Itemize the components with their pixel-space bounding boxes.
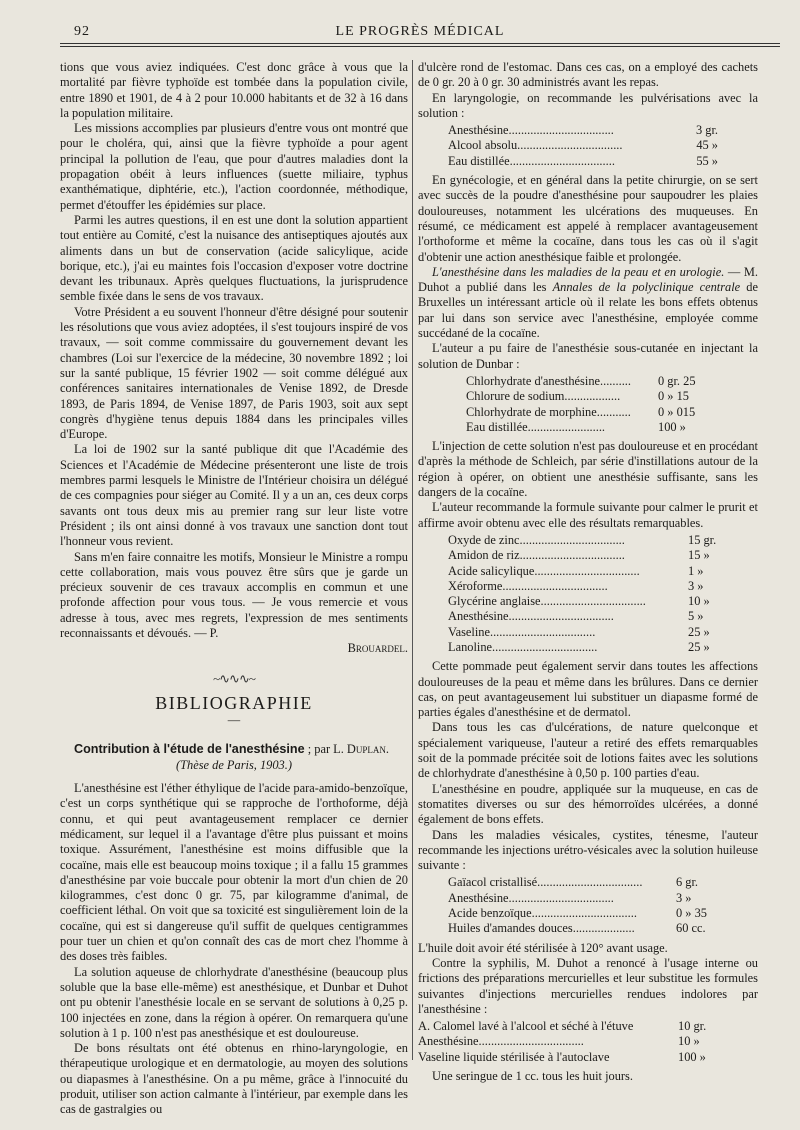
these-text: (Thèse de Paris, 1903.) xyxy=(176,757,292,772)
formula-table-vesical xyxy=(418,875,758,936)
contribution-source xyxy=(60,758,408,773)
quantity: 10 gr. xyxy=(678,1019,707,1034)
paragraph: Dans tous les cas d'ulcérations, de nature quelconque et spécialement variqueuse, l'auteur a retiré des effets remarquables soit de la pommade précitée soit de lotions faites avec les solutions de chlorhydrate d'anesthésine à 0,50 p. 100 parties d'eau. xyxy=(418,720,758,781)
journal-title: LE PROGRÈS MÉDICAL xyxy=(335,24,505,39)
formula-row xyxy=(418,405,758,420)
quantity: 0 gr. 25 xyxy=(658,373,696,388)
ingredient: Gaïacol cristallisé.................................. xyxy=(448,875,643,890)
ingredient: Xéroforme.................................. xyxy=(448,578,608,593)
quantity: 3 gr. xyxy=(695,123,718,138)
formula-row xyxy=(418,564,758,579)
paragraph: En laryngologie, on recommande les pulvérisations avec la solution : xyxy=(418,90,758,120)
formula-row xyxy=(418,1050,758,1065)
paragraph: Contre la syphilis, M. Duhot a renoncé à l'usage interne ou frictions des préparations mercurielles et leur substitue les formules suivantes d'injections mercurielles rendues indolores par l'anesthésine : xyxy=(418,955,758,1016)
paragraph: Une seringue de 1 cc. tous les huit jours. xyxy=(432,1069,633,1083)
ingredient: Eau distillée.................................. xyxy=(448,153,615,168)
ingredient: Acide benzoïque.................................. xyxy=(448,906,637,921)
paragraph xyxy=(418,265,758,341)
formula-row xyxy=(418,138,758,153)
formula-row xyxy=(418,1019,758,1034)
paragraph: L'auteur a pu faire de l'anesthésie sous-cutanée en injectant la solution de Dunbar : xyxy=(418,341,758,371)
quantity: 0 » 015 xyxy=(658,404,696,419)
ingredient: Acide salicylique.................................. xyxy=(448,563,640,578)
formula-row xyxy=(418,389,758,404)
formula-row xyxy=(418,906,758,921)
ingredient: Anesthésine.................................. xyxy=(448,123,614,138)
quantity: 3 » xyxy=(688,578,704,593)
paragraph: Votre Président a eu souvent l'honneur d'être désigné pour soutenir les résolutions que vous aviez adoptées, il s'est toujours inspiré de vos travaux, — soit comme commissaire du gouvernement devant les chambres (Loi sur l'exercice de la médecine, 30 novembre 1892 ; loi sur la santé publique, 15 février 1902 — soit comme délégué aux conférences sanitaires internationales de Venise 1892, de Dresde 1893, de Paris 1894, de Venise 1897, de Paris 1903, soit aux sept congrès d'hygiène tenus depuis 1884 dans les principales villes d'Europe. xyxy=(60,304,408,442)
section-title: BIBLIOGRAPHIE xyxy=(155,692,313,713)
formula-table-syphilis xyxy=(418,1019,758,1065)
paragraph: tions que vous aviez indiquées. C'est donc grâce à vous que la mortalité par fièvre typhoïde est tombée dans la population civile, entre 1890 et 1901, de 4 à 2 pour 10.000 habitants et de 32 à 16 dans la population militaire. xyxy=(60,60,408,120)
quantity: 0 » 35 xyxy=(676,906,707,921)
paragraph: L'injection de cette solution n'est pas douloureuse et en procédant d'après la méthode de Schleich, par série d'instillations autour de la région à opérer, on obtient une anesthésie suffisante, sans les dangers de la cocaïne. xyxy=(418,439,758,500)
formula-row xyxy=(418,609,758,624)
ingredient: Anesthésine.................................. xyxy=(418,1034,584,1049)
contribution-author: L. Duplan. xyxy=(333,742,389,757)
paragraph: L'huile doit avoir été stérilisée à 120° avant usage. xyxy=(418,940,668,955)
formula-row xyxy=(418,154,758,169)
left-column xyxy=(60,60,408,1118)
ingredient: Lanoline.................................. xyxy=(448,639,598,654)
paragraph: De bons résultats ont été obtenus en rhino-laryngologie, en thérapeutique urologique et en dermatologie, au moyen des solutions ou diapasmes à l'anesthésine. On a pu même, grâce à l'innocuité du produit, utiliser son action calmante à l'intérieur, par exemple dans les cas de gastralgies ou xyxy=(60,1041,408,1117)
text-run: — M. Duhot a publié dans les xyxy=(418,264,758,295)
formula-table-prurit xyxy=(418,533,758,655)
paragraph: Cette pommade peut également servir dans toutes les affections douloureuses de la peau et même dans les brûlures. Dans ce dernier cas, on peut avantageusement lui substituer un diapasme formé de parties égales d'anesthésine et de dermatol. xyxy=(418,659,758,720)
right-column xyxy=(418,60,758,1084)
formula-row xyxy=(418,921,758,936)
quantity: 60 cc. xyxy=(676,921,706,936)
quantity: 10 » xyxy=(688,594,710,609)
ingredient: Anesthésine.................................. xyxy=(448,609,614,624)
contribution-by: ; par xyxy=(304,742,334,757)
formula-row xyxy=(418,640,758,655)
column-separator xyxy=(412,60,413,1060)
paragraph: La solution aqueuse de chlorhydrate d'anesthésine (beaucoup plus soluble que la base elle-même) est anesthésique, et Dunbar et Duhot ont pu obtenir l'anesthésie locale en se servant de solutions à 0,25 p. 100 injectées en zone, dans la région à opérer. On remarquera qu'une solution à 1 p. 100 n'est pas anesthésique et est douloureuse. xyxy=(60,964,408,1040)
paragraph: Sans m'en faire connaitre les motifs, Monsieur le Ministre a rompu cette collaboration, mais vous pouvez être sûrs que je garde un précieux souvenir de ces travaux accomplis en commun et une profonde affection pour vous tous. — Je vous remercie et vous adresse à tous, avec mes regrets, l'expression de mes sentiments reconnaissants et dévoués. — P. xyxy=(60,549,408,640)
ingredient: Huiles d'amandes douces.................... xyxy=(448,921,635,936)
formula-row xyxy=(418,123,758,138)
ingredient: Anesthésine.................................. xyxy=(448,890,614,905)
signature xyxy=(60,641,408,656)
quantity: 3 » xyxy=(676,890,692,905)
ingredient: Chlorhydrate de morphine........... xyxy=(466,404,631,419)
formula-row xyxy=(418,374,758,389)
contribution-heading xyxy=(60,742,408,757)
formula-row xyxy=(418,891,758,906)
ingredient: Vaseline.................................. xyxy=(448,624,596,639)
quantity: 45 » xyxy=(696,138,718,153)
ingredient: Chlorure de sodium.................. xyxy=(466,389,621,404)
quantity: 0 » 15 xyxy=(658,389,689,404)
paragraph: En gynécologie, et en général dans la petite chirurgie, on se sert avec succès de la poudre d'anesthésine pour saupoudrer les plaies douloureuses, notamment les ulcérations des muqueuses. En résumé, ce médicament est appelé à remplacer avantageusement l'orthoforme et même la cocaïne, dans tous les cas où il s'agit d'obtenir une action anesthésique faible et prolongée. xyxy=(418,173,758,264)
contribution-title: Contribution à l'étude de l'anesthésine xyxy=(74,742,305,757)
formula-row xyxy=(418,533,758,548)
section-dash: — xyxy=(227,713,241,728)
paragraph: Les missions accomplies par plusieurs d'entre vous ont montré que pour le choléra, qui, ainsi que la fièvre typhoïde a pour agent principal la pollution de l'eau, que pour d'autres maladies dont la propagation obéit à leurs influences (suette miliaire, typhus exanthématique, diphtérie, etc.), l'action coordonnée, méthodique, permet d'étouffer les épidémies sur place. xyxy=(60,121,408,212)
quantity: 6 gr. xyxy=(676,875,699,890)
quantity: 10 » xyxy=(678,1034,700,1049)
formula-table-laryngology xyxy=(418,123,758,169)
ornament-divider: ~∿∿∿~ xyxy=(213,670,255,686)
formula-row xyxy=(418,420,758,435)
quantity: 1 » xyxy=(688,563,704,578)
italic-run: Annales de la polyclinique centrale xyxy=(552,280,741,295)
quantity: 15 » xyxy=(688,548,710,563)
page-header xyxy=(60,24,780,44)
ingredient: Glycérine anglaise.................................. xyxy=(448,594,646,609)
paragraph: L'auteur recommande la formule suivante pour calmer le prurit et affirme avoir obtenu avec elle des résultats remarquables. xyxy=(418,500,758,530)
quantity: 25 » xyxy=(688,639,710,654)
ingredient: Vaseline liquide stérilisée à l'autoclave xyxy=(418,1049,610,1064)
ingredient: A. Calomel lavé à l'alcool et séché à l'étuve xyxy=(418,1019,634,1034)
paragraph: L'anesthésine en poudre, appliquée sur la muqueuse, en cas de stomatites diverses ou sur des hémorroïdes ulcérées, a donné également de bons effets. xyxy=(418,781,758,827)
formula-table-dunbar xyxy=(418,374,758,435)
quantity: 15 gr. xyxy=(688,532,717,547)
formula-row xyxy=(418,548,758,563)
ingredient: Amidon de riz.................................. xyxy=(448,548,625,563)
formula-row xyxy=(418,579,758,594)
formula-row xyxy=(418,594,758,609)
paragraph: La loi de 1902 sur la santé publique dit que l'Académie des Sciences et l'Académie de Médecine présenteront une liste de trois membres parmi lesquels le Ministre de l'Intérieur choisira un délégué de ces compagnies pour siéger au Comité. Il y a un an, ces deux corps savants ont tous deux mis au premier rang sur leur liste votre Président ; ils ont ainsi donné à vos travaux une sanction dont tout l'honneur vous revient. xyxy=(60,442,408,549)
quantity: 100 » xyxy=(678,1049,706,1064)
paragraph: Parmi les autres questions, il en est une dont la solution appartient tout entière au Comité, c'est la nuisance des antiseptiques ajoutés aux aliments dans un but de conservation (acide salicylique, acide borique, etc.), j'ai eu maintes fois l'occasion d'exposer votre doctrine devant les tribunaux. Après quelques fluctuations, la jurisprudence semble fixée dans le sens de vos travaux. xyxy=(60,212,408,304)
quantity: 100 » xyxy=(658,419,686,434)
page-number: 92 xyxy=(74,24,90,39)
paragraph: Dans les maladies vésicales, cystites, ténesme, l'auteur recommande les injections urétro-vésicales avec la solution huileuse suivante : xyxy=(418,827,758,873)
ingredient: Chlorhydrate d'anesthésine.......... xyxy=(466,373,631,388)
header-rule xyxy=(60,43,780,47)
ingredient: Alcool absolu.................................. xyxy=(448,138,623,153)
formula-row xyxy=(418,1034,758,1049)
ingredient: Oxyde de zinc.................................. xyxy=(448,532,625,547)
formula-row xyxy=(418,875,758,890)
quantity: 55 » xyxy=(696,153,718,168)
ingredient: Eau distillée......................... xyxy=(466,419,606,434)
text-run: de Bruxelles un intéressant article où il relate les bons effets obtenus par lui dans son service avec l'anesthésine, employée comme succédané de la cocaïne. xyxy=(418,280,758,341)
paragraph: d'ulcère rond de l'estomac. Dans ces cas, on a employé des cachets de 0 gr. 20 à 0 gr. 30 administrés avant les repas. xyxy=(418,60,758,90)
italic-run: L'anesthésine dans les maladies de la peau et en urologie. xyxy=(432,264,725,279)
formula-row xyxy=(418,625,758,640)
quantity: 25 » xyxy=(688,624,710,639)
quantity: 5 » xyxy=(688,609,704,624)
signature-name: Brouardel. xyxy=(347,641,408,656)
paragraph: L'anesthésine est l'éther éthylique de l'acide para-amido-benzoïque, c'est un corps synthétique qui se rapproche de l'orthoforme, déjà connu, et qui peut avantageusement remplacer ce dernier médicament, sur lequel il a l'avantage d'être plus puissant et moins toxique. Assurément, l'anesthésine est moins diffusible que la cocaïne, mais elle est beaucoup moins toxique ; il a fallu 15 grammes d'anesthésine par voie buccale pour obtenir la mort d'un chien de 20 kilogrammes, c'est donc 0 gr. 75, par kilogramme d'animal, de coefficient léthal. On voit que sa toxicité est singulièrement loin de la cocaïne, qui est si dangereuse qu'il suffit de quelques centigrammes pour tuer un chien et qu'on connaît des cas de mort chez l'homme à des doses très faibles. xyxy=(60,781,408,964)
